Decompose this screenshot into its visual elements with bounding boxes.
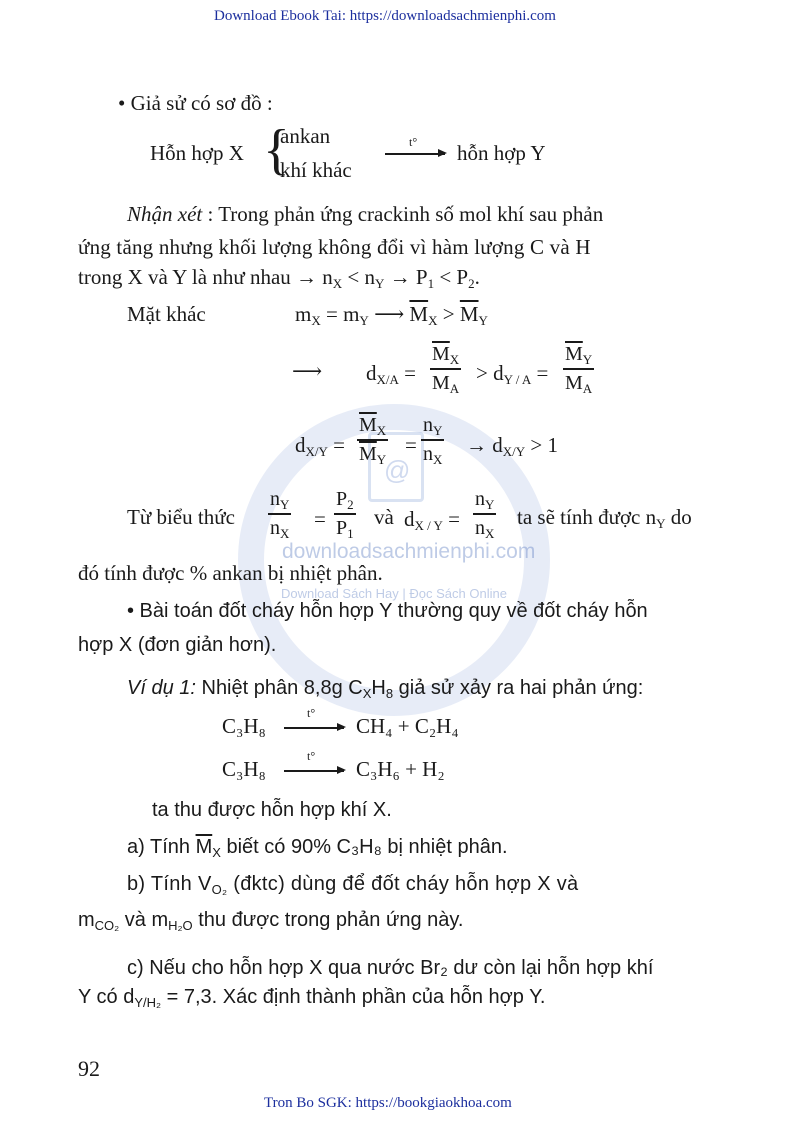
scheme-condition: t° [409, 135, 418, 149]
reaction-2-reactant: C₃H₈ [222, 757, 266, 781]
reaction-1-arrow-icon [284, 727, 344, 729]
fraction-ny-nx: $n_Y$ $n_X$ [423, 414, 443, 467]
reaction-2-products: C₃H₆ + H₂ [356, 757, 445, 781]
from-expression-label: Từ biểu thức [127, 505, 235, 529]
fraction-p2-p1: $P_2$ $P_1$ [336, 488, 354, 541]
mass-equation: $m_X = m_Y$ ⟶ $M_X > M_Y$ [295, 302, 488, 328]
remark-line-2: ứng tăng nhưng khối lượng không đổi vì hàm lượng C và H [78, 235, 591, 259]
reaction-2-condition: t° [307, 749, 316, 763]
remark-line-1: Nhận xét : Trong phản ứng crackinh số mol khí sau phản [127, 202, 604, 226]
header-download-link[interactable]: Download Ebook Tai: https://downloadsachmienphi.com [214, 8, 556, 24]
scheme-item-ankan: ankan [280, 124, 331, 148]
d-xa-label: $d_{X/A}$ = [366, 361, 416, 387]
equals-sign: = [405, 433, 417, 457]
fraction-mx-ma: $M_X$ $M_A$ [432, 343, 460, 396]
scheme-product: hỗn hợp Y [457, 141, 546, 165]
fraction-ny-nx-2: $n_Y$ $n_X$ [270, 488, 290, 541]
d-xy-label: $d_{X/Y}$ = [295, 433, 345, 459]
page-number: 92 [78, 1056, 100, 1081]
watermark-tagline: Download Sách Hay | Đọc Sách Online [281, 586, 507, 601]
from-expression-post: ta sẽ tính được $n_Y$ do [517, 505, 692, 531]
fraction-mx-my: $M_X$ $M_Y$ [359, 414, 387, 467]
scheme-mixture-x: Hỗn hợp X [150, 141, 244, 165]
combustion-line-1: • Bài toán đốt cháy hỗn hợp Y thường quy về đốt cháy hỗn [127, 600, 648, 622]
question-c-line-1: c) Nếu cho hỗn hợp X qua nước Br₂ dư còn lại hỗn hợp khí [127, 957, 654, 979]
d-xy-result: → $d_{X/Y} > 1$ [466, 433, 558, 459]
question-c-line-2: Y có $d_{Y/H_2} = 7,3$. Xác định thành phần của hỗn hợp Y. [78, 986, 546, 1010]
scheme-item-other-gas: khí khác [280, 158, 352, 182]
watermark-site: downloadsachmienphi.com [282, 540, 536, 563]
d-ya-label: > $d_{Y / A}$ = [476, 361, 549, 387]
scheme-arrow-icon [385, 153, 445, 155]
fraction-ny-nx-3: $n_Y$ $n_X$ [475, 488, 495, 541]
line-ankan-percent: đó tính được % ankan bị nhiệt phân. [78, 561, 383, 585]
example-after: ta thu được hỗn hợp khí X. [152, 799, 392, 821]
watermark-at-icon: @ [384, 455, 411, 485]
implies-arrow-icon: ⟶ [292, 359, 323, 383]
equals-sign-2: = [314, 507, 326, 531]
scheme-brace: { [263, 119, 290, 181]
question-b-line-1: b) Tính $V_{O_2}$ (đktc) dùng để đốt cháy hỗn hợp X và [127, 873, 579, 897]
intro-line: • Giả sử có sơ đồ : [118, 91, 273, 115]
remark-line-3: trong X và Y là như nhau → $n_X < n_Y \to P_1 < P_2$. [78, 265, 480, 291]
footer-sgk-link[interactable]: Tron Bo SGK: https://bookgiaokhoa.com [264, 1095, 512, 1111]
d-xy-label-2: $d_{X / Y}$ = [404, 507, 460, 533]
combustion-line-2: hợp X (đơn giản hơn). [78, 634, 277, 656]
reaction-2-arrow-icon [284, 770, 344, 772]
reaction-1-reactant: C₃H₈ [222, 714, 266, 738]
fraction-my-ma: $M_Y$ $M_A$ [565, 343, 593, 396]
example-intro: Ví dụ 1: Nhiệt phân 8,8g $C_XH_8$ giả sử xảy ra hai phản ứng: [127, 677, 644, 701]
reaction-1-condition: t° [307, 706, 316, 720]
other-label: Mặt khác [127, 302, 206, 326]
question-b-line-2: $m_{CO_2}$ và $m_{H_2O}$ thu được trong phản ứng này. [78, 909, 464, 933]
and-word: và [374, 505, 394, 529]
reaction-1-products: CH₄ + C₂H₄ [356, 714, 459, 738]
question-a: a) Tính $M_X$ biết có 90% C₃H₈ bị nhiệt phân. [127, 836, 508, 860]
